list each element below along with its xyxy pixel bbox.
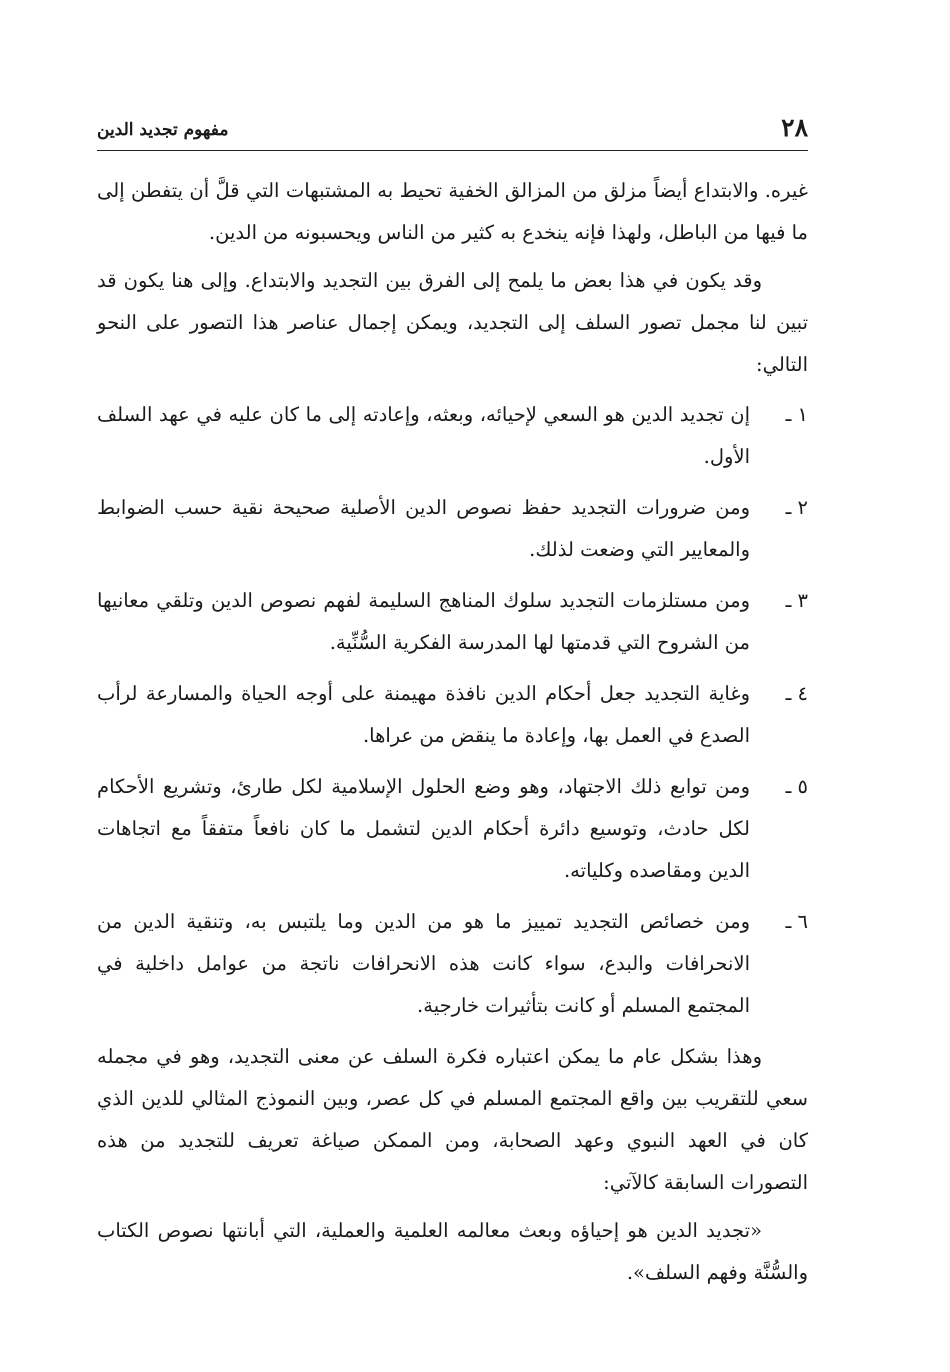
body-text [97,170,808,1300]
list-item-text: ومن ضرورات التجديد حفظ نصوص الدين الأصلية صحيحة نقية حسب الضوابط والمعايير التي وضعت لذلك. [97,496,750,561]
paragraph-summary: وهذا بشكل عام ما يمكن اعتباره فكرة السلف عن معنى التجديد، وهو في مجمله سعي للتقريب بين واقع المجتمع المسلم في كل عصر، وبين النموذج المثالي للدين الذي كان في العهد النبوي وعهد الصحابة، ومن الممكن صياغة تعريف للتجديد من هذه التصورات السابقة كالآتي: [97,1045,808,1194]
numbered-list [97,394,808,1027]
list-item [97,673,808,757]
list-item-text: ومن مستلزمات التجديد سلوك المناهج السليمة لفهم نصوص الدين وتلقي معانيها من الشروح التي قدمتها لها المدرسة الفكرية السُّنِّية. [97,589,750,654]
list-item-text: ومن خصائص التجديد تمييز ما هو من الدين وما يلتبس به، وتنقية الدين من الانحرافات والبدع، سواء كانت هذه الانحرافات ناتجة من عوامل داخلية في المجتمع المسلم أو كانت بتأثيرات خارجية. [97,910,750,1017]
running-header [97,112,808,151]
list-item-text: إن تجديد الدين هو السعي لإحيائه، وبعثه، وإعادته إلى ما كان عليه في عهد السلف الأول. [97,403,750,468]
list-item-number: ١ ـ [785,403,808,426]
list-item [97,394,808,478]
list-item-text: وغاية التجديد جعل أحكام الدين نافذة مهيمنة على أوجه الحياة والمسارعة لرأب الصدع في العمل بها، وإعادة ما ينقض من عراها. [97,682,750,747]
list-item [97,901,808,1027]
definition-quote: «تجديد الدين هو إحياؤه وبعث معالمه العلمية والعملية، التي أبانتها نصوص الكتاب والسُّنَّة وفهم السلف». [97,1219,808,1284]
list-item-number: ٤ ـ [785,682,808,705]
paragraph-intro: وقد يكون في هذا بعض ما يلمح إلى الفرق بين التجديد والابتداع. وإلى هنا يكون قد تبين لنا مجمل تصور السلف إلى التجديد، ويمكن إجمال عناصر هذا التصور على النحو التالي: [97,269,808,376]
list-item-text: ومن توابع ذلك الاجتهاد، وهو وضع الحلول الإسلامية لكل طارئ، وتشريع الأحكام لكل حادث، وتوسيع دائرة أحكام الدين لتشمل ما كان نافعاً متفقاً مع اتجاهات الدين ومقاصده وكلياته. [97,775,750,882]
list-item [97,487,808,571]
paragraph-continuation: غيره. والابتداع أيضاً مزلق من المزالق الخفية تحيط به المشتبهات التي قلَّ أن يتفطن إلى ما فيها من الباطل، ولهذا فإنه ينخدع به كثير من الناس ويحسبونه من الدين. [97,179,808,244]
running-title: مفهوم تجديد الدين [97,120,229,140]
list-item-number: ٥ ـ [785,775,808,798]
list-item-number: ٦ ـ [785,910,808,933]
page-number: ٢٨ [781,113,808,142]
list-item [97,766,808,892]
list-item [97,580,808,664]
list-item-number: ٢ ـ [785,496,808,519]
list-item-number: ٣ ـ [785,589,808,612]
